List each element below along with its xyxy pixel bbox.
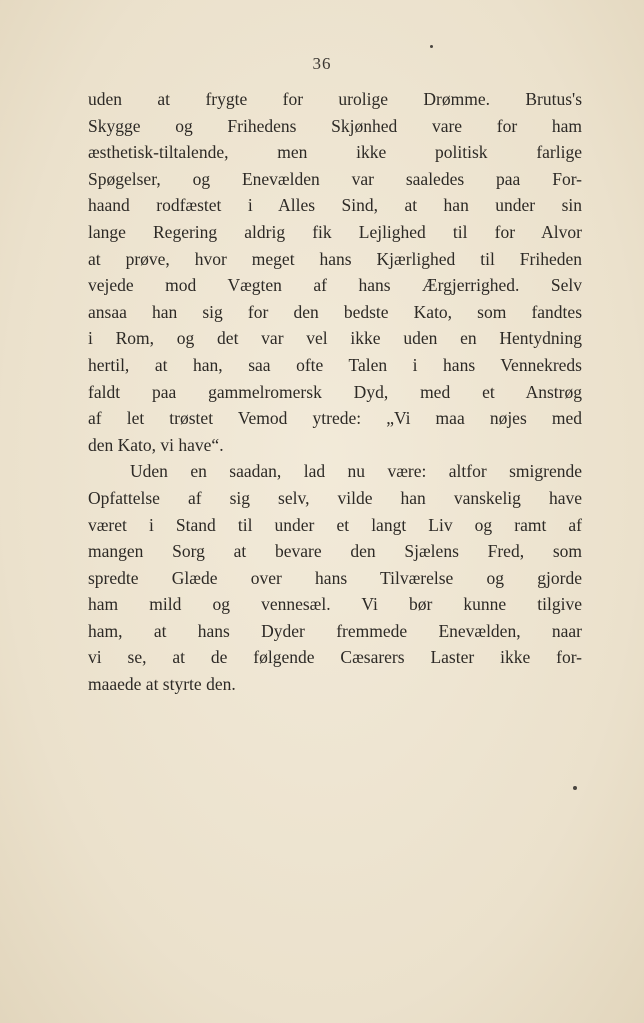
text-line: ham mild og vennesæl. Vi bør kunne tilgive [88,594,582,615]
text-line: hertil, at han, saa ofte Talen i hans Vennekreds [88,354,582,375]
text-line: uden at frygte for urolige Drømme. Brutus's [88,89,582,109]
text-line: ansaa han sig for den bedste Kato, som fandtes [88,301,582,322]
text-line: maaede at styrte den. [88,674,236,695]
page-number: 36 [312,54,332,73]
paragraph-1 [88,86,582,458]
text-line: Skygge og Frihedens Skjønhed vare for ham [88,115,582,136]
text-line: vejede mod Vægten af hans Ærgjerrighed. Selv [88,275,582,296]
text-line: vi se, at de følgende Cæsarers Laster ikke for- [88,647,582,668]
text-line: faldt paa gammelromersk Dyd, med et Anstrøg [88,381,582,402]
text-line: haand rodfæstet i Alles Sind, at han under sin [88,195,582,216]
text-line: Uden en saadan, lad nu være: altfor smigrende [130,461,582,482]
text-line: æsthetisk-tiltalende, men ikke politisk farlige [88,142,582,163]
body-text [88,86,582,698]
ink-speck [430,45,433,48]
ink-speck [573,786,577,790]
paragraph-2 [88,458,582,697]
text-line: lange Regering aldrig fik Lejlighed til for Alvor [88,221,582,242]
text-line: at prøve, hvor meget hans Kjærlighed til Friheden [88,248,582,269]
text-line: den Kato, vi have“. [88,434,224,455]
text-line: mangen Sorg at bevare den Sjælens Fred, som [88,541,582,562]
text-line: ham, at hans Dyder fremmede Enevælden, naar [88,620,582,641]
text-line: Spøgelser, og Enevælden var saaledes paa For- [88,168,582,189]
text-line: i Rom, og det var vel ikke uden en Hentydning [88,328,582,349]
text-line: været i Stand til under et langt Liv og ramt af [88,514,582,535]
text-line: spredte Glæde over hans Tilværelse og gjorde [88,567,582,588]
text-line: af let trøstet Vemod ytrede: „Vi maa nøjes med [88,408,582,429]
text-line: Opfattelse af sig selv, vilde han vanskelig have [88,487,582,508]
